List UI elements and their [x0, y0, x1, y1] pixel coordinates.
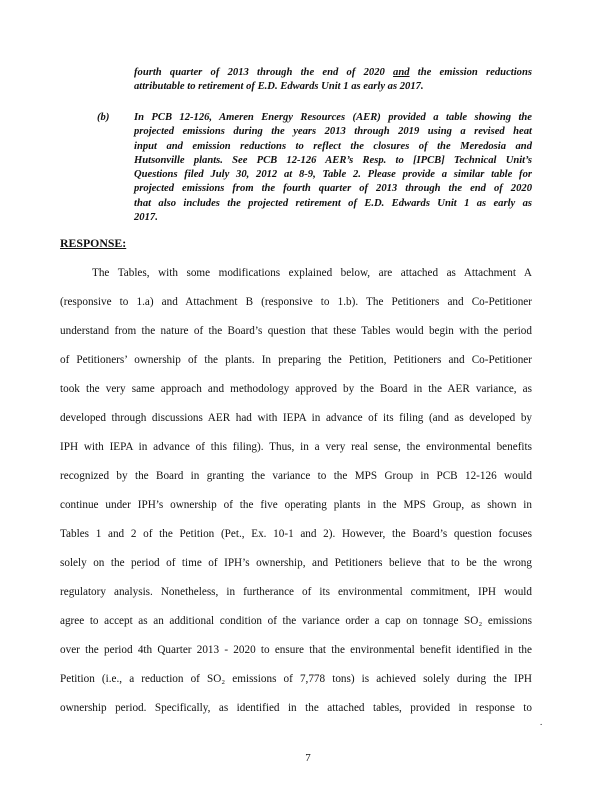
- response-line: regulatory analysis. Nonetheless, in furtherance of its environmental commitment, IPH would: [60, 586, 532, 598]
- question-b-line: input and emission reductions to reflect the closures of the Meredosia and: [134, 140, 532, 152]
- response-line: Petition (i.e., a reduction of SO₂ emissions of 7,778 tons) is achieved solely during the IPH: [60, 673, 532, 685]
- response-line: agree to accept as an additional condition of the variance order a cap on tonnage SO₂ emissions: [60, 615, 532, 627]
- response-line: recognized by the Board in granting the variance to the MPS Group in PCB 12-126 would: [60, 470, 532, 482]
- question-b-line: In PCB 12-126, Ameren Energy Resources (AER) provided a table showing the: [134, 112, 532, 123]
- question-b-line: Questions filed July 30, 2012 at 8-9, Table 2. Please provide a similar table for: [134, 169, 532, 181]
- question-b-label: (b): [97, 112, 110, 123]
- margin-mark: .: [540, 717, 543, 727]
- response-line: Tables 1 and 2 of the Petition (Pet., Ex. 10-1 and 2). However, the Board’s question focuses: [60, 528, 532, 540]
- question-b-line: 2017.: [134, 212, 158, 224]
- response-line: developed through discussions AER had with IEPA in advance of its filing (and as developed by: [60, 412, 532, 424]
- response-line: ownership period. Specifically, as identified in the attached tables, provided in response to: [60, 702, 532, 714]
- question-a-continuation: [134, 66, 532, 95]
- response-line: solely on the period of time of IPH’s ownership, and Petitioners believe that to be the wrong: [60, 557, 532, 569]
- response-line: took the very same approach and methodology approved by the Board in the AER variance, as: [60, 383, 532, 395]
- response-line: (responsive to 1.a) and Attachment B (responsive to 1.b). The Petitioners and Co-Petitioner: [60, 296, 532, 308]
- response-line: of Petitioners’ ownership of the plants. In preparing the Petition, Petitioners and Co-Petitioner: [60, 354, 532, 366]
- response-line: understand from the nature of the Board’s question that these Tables would begin with the period: [60, 325, 532, 337]
- emphasis-and: and: [393, 67, 410, 78]
- response-line: The Tables, with some modifications explained below, are attached as Attachment A: [92, 267, 532, 279]
- question-b-line: Hutsonville plants. See PCB 12-126 AER’s Resp. to [IPCB] Technical Unit’s: [134, 154, 532, 166]
- question-b-line: that also includes the projected retirement of E.D. Edwards Unit 1 as early as: [134, 197, 532, 209]
- page-number: 7: [305, 752, 311, 764]
- question-b-line: projected emissions from the fourth quarter of 2013 through the end of 2020: [134, 183, 532, 195]
- response-line: continue under IPH’s ownership of the five operating plants in the MPS Group, as shown in: [60, 499, 532, 511]
- response-heading: RESPONSE:: [60, 236, 127, 250]
- question-a-line-2: attributable to retirement of E.D. Edwards Unit 1 as early as 2017.: [134, 81, 424, 93]
- response-line: IPH with IEPA in advance of this filing). Thus, in a very real sense, the environmental benefits: [60, 441, 532, 453]
- question-b-line: projected emissions during the years 2013 through 2019 using a revised heat: [134, 126, 532, 138]
- question-a-line-1: fourth quarter of 2013 through the end of 2020 and the emission reductions: [134, 67, 532, 78]
- question-b-text: [134, 111, 532, 225]
- response-line: over the period 4th Quarter 2013 - 2020 to ensure that the environmental benefit identified in the: [60, 644, 532, 656]
